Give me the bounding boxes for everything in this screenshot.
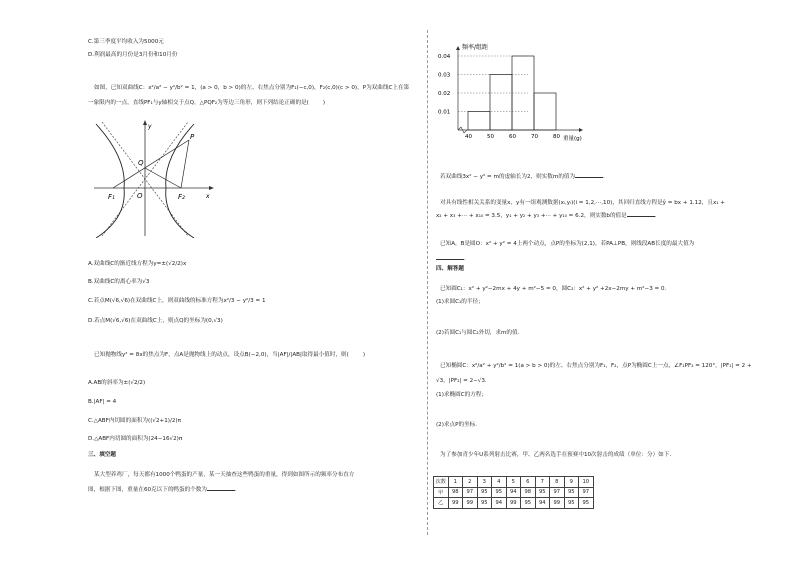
- histogram-bar-40-50: [468, 112, 490, 131]
- y-tick-label: 0.01: [438, 109, 451, 116]
- prev-option-d: D.利润最高的月份是3月份和10月份: [88, 52, 178, 58]
- regression-question-line2: x₂ + x₃ +··· + x₁₀ = 3.5，y₁ + y₂ + y₃ +··· + y₁₀ = 6.2，则实数b的值是 .: [436, 213, 657, 219]
- label-p: P: [190, 133, 195, 141]
- table-row: [434, 498, 594, 509]
- table-cell: 97: [550, 487, 565, 498]
- y-axis-arrow: [143, 120, 147, 125]
- table-cell: 98: [521, 487, 536, 498]
- table-cell: 97: [463, 487, 478, 498]
- table-cell: 95: [564, 498, 579, 509]
- hyperbola2-question: 若双曲线3x² − y² = m的虚轴长为2，则实数m的值为 .: [440, 174, 605, 180]
- shooting-question: 为了参加青少年U系列射击比赛，甲、乙两名选手在预赛中10次射击的成绩（单位：分）如下.: [440, 452, 672, 458]
- label-x: x: [206, 193, 210, 200]
- table-cell: 95: [492, 487, 507, 498]
- table-cell: 5: [506, 477, 521, 488]
- table-cell: 95: [535, 487, 550, 498]
- circles-question: 已知圆C₁：x² + y²−2mx + 4y + m²−5 = 0，圆C₂：x² + y² +2x−2my + m²−3 = 0.: [440, 286, 667, 292]
- table-cell: 94: [492, 498, 507, 509]
- line-pf1: [113, 140, 189, 188]
- table-cell: 99: [550, 498, 565, 509]
- label-q: Q: [138, 159, 144, 167]
- y-tick-label: 0.04: [438, 54, 451, 60]
- table-row-header-cell: 甲: [434, 487, 449, 498]
- fill-question-1-line2: 图，根据下图，重量在60克以下的鸭蛋的个数为 .: [88, 487, 237, 493]
- x-tick-label: 80: [553, 134, 560, 140]
- table-cell: 6: [521, 477, 536, 488]
- regression-question: 对具有线性相关关系的变量x，y有一组观测数据(xᵢ,yᵢ)(i = 1,2,···,10)，其回归直线方程是ŷ = bx + 1.12，且x₁ +: [440, 200, 725, 206]
- parabola-option-d: D.△ABF内切圆的面积为(24−16√2)π: [88, 436, 183, 442]
- table-cell: 97: [579, 487, 594, 498]
- hyperbola-figure: [92, 118, 220, 238]
- table-cell: 99: [506, 498, 521, 509]
- y-tick-label: 0.03: [438, 72, 451, 79]
- hist-y-arrow: [456, 46, 460, 50]
- parabola-option-c: C.△ABF内切圆的面积为((√2+1)/2)π: [88, 418, 181, 424]
- hist-xlabel: 重量(g): [563, 136, 582, 142]
- table-row: [434, 487, 594, 498]
- table-cell: 10: [579, 477, 594, 488]
- table-cell: 2: [463, 477, 478, 488]
- table-cell: 95: [521, 498, 536, 509]
- hyperbola-right-branch: [166, 124, 194, 238]
- circle-question-blank: .: [436, 254, 466, 263]
- table-cell: 99: [448, 498, 463, 509]
- table-row-header-cell: 次数: [434, 477, 449, 488]
- x-tick-label: 60: [509, 134, 516, 140]
- shooting-score-table: [433, 476, 594, 509]
- table-cell: 95: [564, 487, 579, 498]
- table-cell: 4: [492, 477, 507, 488]
- hyperbola-option-c: C.若点M(√6,√6)在双曲线C上，则双曲线的标准方程为x²/3 − y²/3 = 1: [88, 298, 266, 304]
- x-tick-label: 70: [531, 134, 538, 140]
- hist-x-arrow: [579, 128, 583, 132]
- table-cell: 95: [477, 487, 492, 498]
- table-cell: 99: [463, 498, 478, 509]
- table-row-header-cell: 乙: [434, 498, 449, 509]
- ellipse-part-1: (1)求椭圆C的方程；: [436, 392, 487, 398]
- table-cell: 8: [550, 477, 565, 488]
- circles-part-2: (2)若圆C₁与圆C₂外切，求m的值.: [436, 330, 520, 336]
- table-cell: 3: [477, 477, 492, 488]
- table-cell: 95: [477, 498, 492, 509]
- ellipse-question: 已知椭圆C：x²/a² + y²/b² = 1(a > b > 0)的左、右焦点分别为F₁，F₂，点P为椭圆C上一点，∠F₁PF₂ = 120°，|PF₁| = 2 +: [440, 363, 752, 369]
- circles-part-1: (1)求圆C₁的半径；: [436, 299, 484, 305]
- frequency-histogram: [436, 40, 616, 150]
- label-f2: F₂: [178, 193, 185, 201]
- line-pf2: [181, 140, 189, 188]
- x-tick-label: 40: [465, 134, 472, 140]
- circle-question: 已知A，B是圆O：x² + y² = 4上两个动点，点P的坐标为(2,1)，若PA⊥PB，则线段AB长度的最大值为: [440, 241, 695, 247]
- table-cell: 98: [448, 487, 463, 498]
- hyperbola-question-line2: 一象限内的一点，直线PF₁与y轴相交于点Q，△PQF₂为等边三角形，则下列结论正确的是( ): [88, 100, 326, 106]
- histogram-bar-50-60: [490, 75, 512, 131]
- parabola-option-b: B.|AF| = 4: [88, 399, 117, 405]
- hyperbola-option-b: B.双曲线C的离心率为√3: [88, 279, 150, 285]
- section-4-heading: 四、解答题: [436, 266, 464, 272]
- table-cell: 95: [579, 498, 594, 509]
- line-qf2: [145, 168, 181, 188]
- section-3-heading: 三、填空题: [88, 452, 116, 458]
- answer-blank[interactable]: [575, 172, 603, 178]
- hist-ylabel: 频率/组距: [462, 44, 489, 51]
- hyperbola-option-a: A.双曲线C的渐近线方程为y=±(√2/2)x: [88, 261, 187, 267]
- table-cell: 94: [535, 498, 550, 509]
- hyperbola-left-branch: [96, 124, 124, 238]
- table-cell: 1: [448, 477, 463, 488]
- answer-blank[interactable]: [207, 485, 235, 491]
- label-f1: F₁: [108, 193, 115, 201]
- x-axis-arrow: [209, 186, 214, 190]
- y-tick-label: 0.02: [438, 91, 451, 97]
- histogram-bar-70-80: [534, 93, 556, 130]
- fill-question-1: 某大型养鸡厂，每天都有1000个鸭蛋的产量，某一天抽查这些鸭蛋的重量，得到如图所示的频率分布直方: [94, 472, 355, 478]
- table-cell: 7: [535, 477, 550, 488]
- parabola-question: 已知抛物线y² = 8x的焦点为F，点A是抛物线上的动点，设点B(−2,0)，当|AF|/|AB|取得最小值时，则( ): [94, 352, 365, 358]
- table-cell: 9: [564, 477, 579, 488]
- table-row: [434, 477, 594, 488]
- label-y: y: [148, 123, 152, 130]
- hyperbola-option-d: D.若点M(√6,√6)在双曲线C上，则点Q的坐标为(0,√3): [88, 318, 223, 324]
- ellipse-question-line2: √3，|PF₂| = 2−√3.: [436, 378, 487, 384]
- answer-blank[interactable]: [627, 211, 655, 217]
- x-tick-label: 50: [487, 134, 494, 140]
- ellipse-part-2: (2)求点P的坐标.: [436, 422, 478, 428]
- table-cell: 94: [506, 487, 521, 498]
- column-divider: [427, 30, 428, 535]
- prev-option-c: C.第三季度平均收入为5000元: [88, 39, 164, 45]
- hyperbola-question: 如图，已知双曲线C：x²/a² − y²/b² = 1，(a > 0，b > 0)的左、右焦点分别为F₁(−c,0)，F₂(c,0)(c > 0)，P为双曲线C上在第: [94, 85, 410, 91]
- parabola-option-a: A.AB的斜率为±(√2/2): [88, 380, 146, 386]
- label-o: O: [137, 192, 143, 200]
- answer-blank[interactable]: [436, 254, 464, 260]
